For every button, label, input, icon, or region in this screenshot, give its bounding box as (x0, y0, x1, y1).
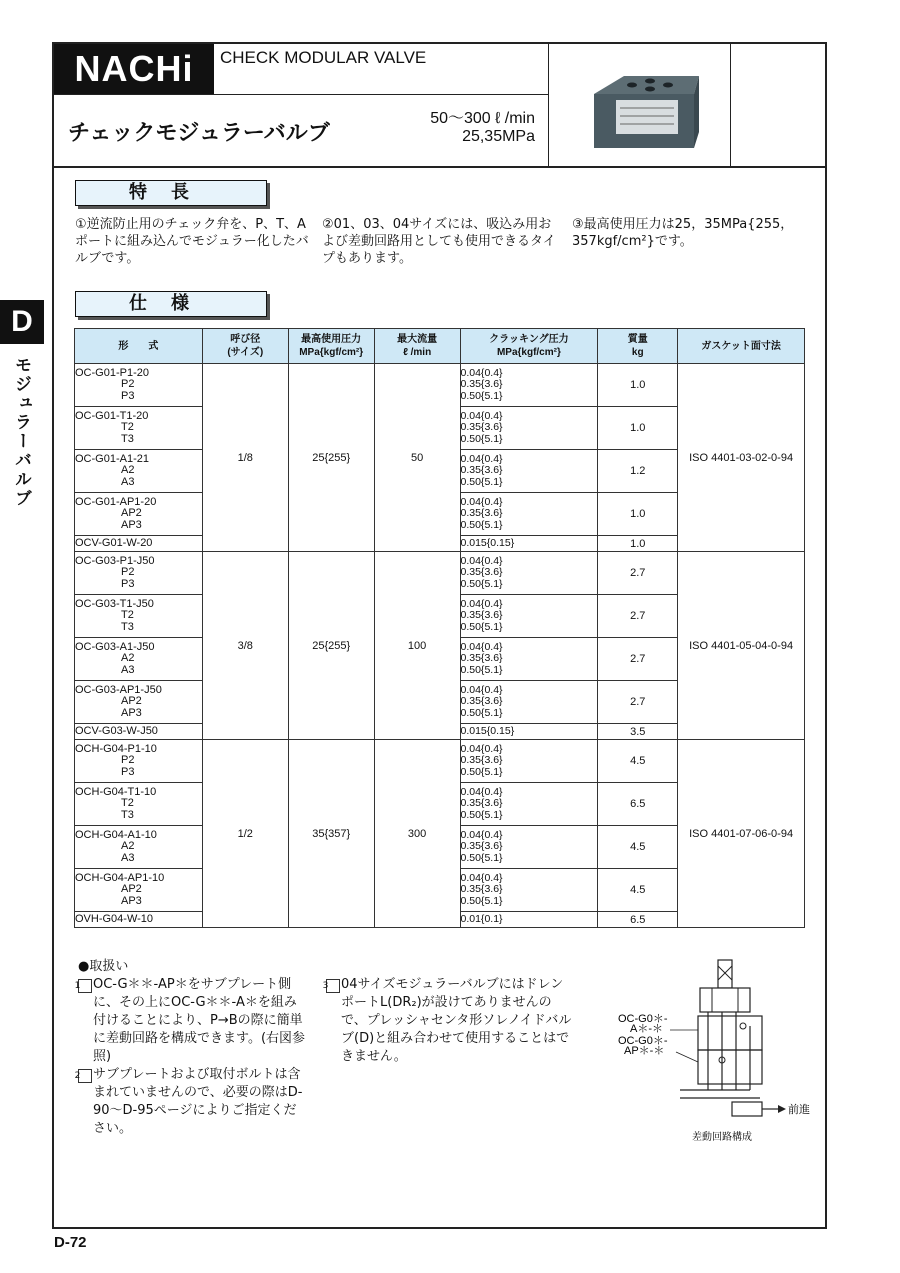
crack-cell: 0.04{0.4} 0.35{3.6} 0.50{5.1} (460, 407, 598, 450)
size-cell: 3/8 (202, 552, 288, 740)
model-cell: OC-G01-P1-20 P2 P3 (75, 364, 203, 407)
flow-cell: 300 (374, 740, 460, 928)
mass-cell: 3.5 (598, 724, 678, 740)
header-spec (430, 110, 535, 146)
handling-notes (74, 958, 308, 1138)
crack-cell: 0.04{0.4} 0.35{3.6} 0.50{5.1} (460, 450, 598, 493)
mass-cell: 2.7 (598, 595, 678, 638)
model-cell: OC-G03-A1-J50 A2 A3 (75, 638, 203, 681)
model-cell: OCH-G04-AP1-10 AP2 AP3 (75, 869, 203, 912)
mass-cell: 1.0 (598, 407, 678, 450)
col-mass: 質量 kg (598, 329, 678, 364)
model-cell: OCV-G03-W-J50 (75, 724, 203, 740)
note-3: 3 04サイズモジュラーバルブにはドレンポートL(DR₂)が設けてありませんので、プレッシャセンタ形ソレノイドバルブ(D)と組み合わせて使用することはできません。 (322, 977, 572, 1064)
col-flow: 最大流量 ℓ /min (374, 329, 460, 364)
valve-product-image (584, 66, 704, 156)
note-2: 2 サブプレートおよび取付ボルトは含まれていませんので、必要の際はD-90～D-95ページによりご指定ください。 (74, 1067, 303, 1136)
side-tab-label: モジュラーバルブ (11, 356, 31, 508)
mass-cell: 1.2 (598, 450, 678, 493)
header (54, 44, 825, 168)
feature-3: ③最高使用圧力は25，35MPa{255，357kgf/cm²}です。 (572, 217, 794, 249)
features-title: 特長 (75, 180, 267, 206)
mass-cell: 4.5 (598, 740, 678, 783)
feature-2: ②01、03、04サイズには、吸込み用および差動回路用としても使用できるタイプもあります。 (322, 217, 556, 266)
crack-cell: 0.04{0.4} 0.35{3.6} 0.50{5.1} (460, 552, 598, 595)
model-cell: OC-G03-T1-J50 T2 T3 (75, 595, 203, 638)
crack-cell: 0.015{0.15} (460, 536, 598, 552)
diagram-caption: 差動回路構成 (692, 1132, 752, 1143)
model-cell: OCH-G04-A1-10 A2 A3 (75, 826, 203, 869)
diagram-label-a2: A＊-＊ (630, 1023, 663, 1035)
crack-cell: 0.04{0.4} 0.35{3.6} 0.50{5.1} (460, 740, 598, 783)
mass-cell: 1.0 (598, 536, 678, 552)
gasket-cell: ISO 4401-05-04-0-94 (678, 552, 805, 740)
flow-cell: 100 (374, 552, 460, 740)
pmax-cell: 25{255} (288, 552, 374, 740)
table-row (75, 552, 805, 595)
col-model: 形 式 (75, 329, 203, 364)
model-cell: OCH-G04-P1-10 P2 P3 (75, 740, 203, 783)
nachi-logo: NACHi (54, 44, 214, 94)
gasket-cell: ISO 4401-07-06-0-94 (678, 740, 805, 928)
crack-cell: 0.04{0.4} 0.35{3.6} 0.50{5.1} (460, 681, 598, 724)
col-gasket: ガスケット面寸法 (678, 329, 805, 364)
title-jp: チェックモジュラーバルブ (68, 121, 330, 146)
crack-cell: 0.01{0.1} (460, 912, 598, 928)
table-row (75, 364, 805, 407)
spec-table (74, 328, 805, 928)
note-1: 1 OC-G＊＊-AP＊をサブプレート側に、その上にOC-G＊＊-A＊を組み付けることにより、P→Bの際に簡単に差動回路を構成できます。(右図参照) (74, 977, 306, 1064)
mass-cell: 6.5 (598, 783, 678, 826)
col-size: 呼び径 (サイズ) (202, 329, 288, 364)
crack-cell: 0.04{0.4} 0.35{3.6} 0.50{5.1} (460, 493, 598, 536)
crack-cell: 0.015{0.15} (460, 724, 598, 740)
col-crack: クラッキング圧力 MPa{kgf/cm²} (460, 329, 598, 364)
specs-title: 仕様 (75, 291, 267, 317)
crack-cell: 0.04{0.4} 0.35{3.6} 0.50{5.1} (460, 826, 598, 869)
model-cell: OCV-G01-W-20 (75, 536, 203, 552)
col-pmax: 最高使用圧力 MPa{kgf/cm²} (288, 329, 374, 364)
title-en: CHECK MODULAR VALVE (220, 48, 427, 67)
pmax-cell: 25{255} (288, 364, 374, 552)
model-cell: OC-G01-A1-21 A2 A3 (75, 450, 203, 493)
model-cell: OC-G01-T1-20 T2 T3 (75, 407, 203, 450)
header-flow: 50～300 ℓ /min (430, 110, 535, 127)
crack-cell: 0.04{0.4} 0.35{3.6} 0.50{5.1} (460, 638, 598, 681)
size-cell: 1/2 (202, 740, 288, 928)
table-row (75, 740, 805, 783)
crack-cell: 0.04{0.4} 0.35{3.6} 0.50{5.1} (460, 869, 598, 912)
mass-cell: 2.7 (598, 552, 678, 595)
diagram-label-ap2: AP＊-＊ (624, 1045, 665, 1057)
model-cell: OCH-G04-T1-10 T2 T3 (75, 783, 203, 826)
side-tab-letter: D (0, 300, 44, 344)
diagram-label-ap1: OC-G0＊- (618, 1035, 668, 1047)
model-cell: OC-G03-P1-J50 P2 P3 (75, 552, 203, 595)
header-pressure: 25,35MPa (462, 128, 535, 145)
flow-cell: 50 (374, 364, 460, 552)
page-number: D-72 (54, 1234, 87, 1251)
mass-cell: 1.0 (598, 493, 678, 536)
feature-1: ①逆流防止用のチェック弁を、P、T、Aポートに組み込んでモジュラー化したバルブです。 (75, 217, 309, 266)
mass-cell: 4.5 (598, 826, 678, 869)
mass-cell: 2.7 (598, 638, 678, 681)
gasket-cell: ISO 4401-03-02-0-94 (678, 364, 805, 552)
mass-cell: 2.7 (598, 681, 678, 724)
mass-cell: 6.5 (598, 912, 678, 928)
crack-cell: 0.04{0.4} 0.35{3.6} 0.50{5.1} (460, 364, 598, 407)
crack-cell: 0.04{0.4} 0.35{3.6} 0.50{5.1} (460, 595, 598, 638)
crack-cell: 0.04{0.4} 0.35{3.6} 0.50{5.1} (460, 783, 598, 826)
model-cell: OVH-G04-W-10 (75, 912, 203, 928)
pmax-cell: 35{357} (288, 740, 374, 928)
size-cell: 1/8 (202, 364, 288, 552)
model-cell: OC-G01-AP1-20 AP2 AP3 (75, 493, 203, 536)
handling-title: ●取扱い (78, 959, 129, 974)
mass-cell: 4.5 (598, 869, 678, 912)
differential-circuit-diagram (600, 950, 810, 1150)
model-cell: OC-G03-AP1-J50 AP2 AP3 (75, 681, 203, 724)
diagram-label-a1: OC-G0＊- (618, 1013, 668, 1025)
mass-cell: 1.0 (598, 364, 678, 407)
diagram-arrow-label: 前進 (788, 1103, 810, 1116)
